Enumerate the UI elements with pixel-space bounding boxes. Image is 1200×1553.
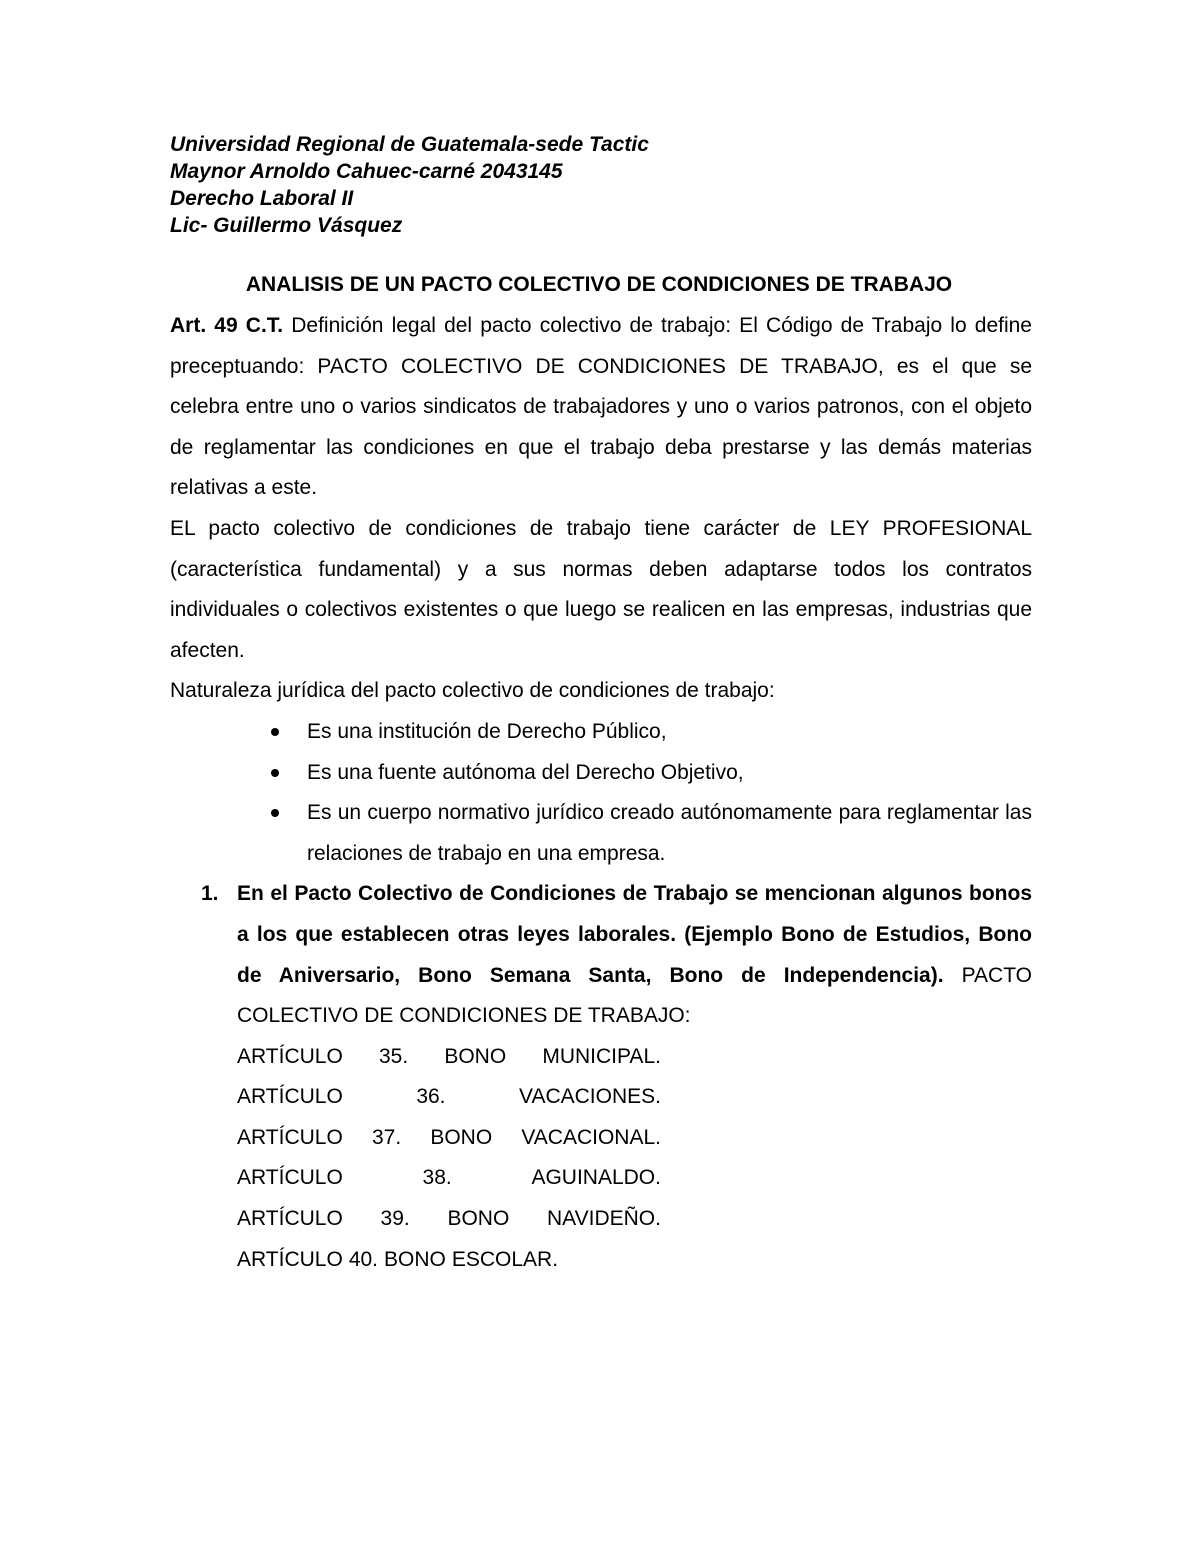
professor-line: Lic- Guillermo Vásquez [170, 214, 403, 237]
bullet-icon [271, 769, 279, 777]
document-body [170, 306, 1042, 1280]
article-row: ARTÍCULO 35. BONO MUNICIPAL. [237, 1044, 661, 1068]
course-line: Derecho Laboral II [170, 187, 354, 210]
university-line: Universidad Regional de Guatemala-sede Tactic [170, 133, 649, 156]
document-title: ANALISIS DE UN PACTO COLECTIVO DE CONDICIONES DE TRABAJO [245, 273, 953, 296]
article-row: ARTÍCULO 39. BONO NAVIDEÑO. [237, 1207, 661, 1231]
list-item: Es una institución de Derecho Público, [170, 712, 1032, 753]
article-row: ARTÍCULO 36. VACACIONES. [237, 1085, 661, 1109]
ley-profesional-paragraph: EL pacto colectivo de condiciones de trabajo tiene carácter de LEY PROFESIONAL (característica fundamental) y a sus normas deben adaptarse todos los contratos individuales o colectivos existentes o que luego se realicen en las empresas, industrias que afecten. [170, 516, 1032, 662]
article-list [237, 1037, 1032, 1281]
naturaleza-list [170, 712, 1042, 874]
document-header [170, 131, 1070, 239]
art49-paragraph [170, 306, 1032, 509]
article-row: ARTÍCULO 38. AGUINALDO. [237, 1166, 661, 1190]
art49-label: Art. 49 C.T. [170, 314, 284, 337]
article-row: ARTÍCULO 37. BONO VACACIONAL. [237, 1125, 661, 1149]
article-row: ARTÍCULO 40. BONO ESCOLAR. [237, 1247, 559, 1271]
naturaleza-heading: Naturaleza jurídica del pacto colectivo de condiciones de trabajo: [170, 679, 775, 703]
student-line: Maynor Arnoldo Cahuec-carné 2043145 [170, 160, 563, 183]
answer-intro: PACTO COLECTIVO DE CONDICIONES DE TRABAJO: [237, 963, 1032, 1028]
question-text [237, 874, 1032, 1036]
question-1 [170, 874, 1032, 1280]
bullet-icon [271, 809, 279, 817]
question-number: 1. [201, 882, 219, 906]
question-bold-text: En el Pacto Colectivo de Condiciones de Trabajo se mencionan algunos bonos a los que establecen otras leyes laborales. (Ejemplo Bono de Estudios, Bono de Aniversario, Bono Semana Santa, Bono de Independencia). [237, 882, 1032, 987]
list-item: Es una fuente autónoma del Derecho Objetivo, [170, 753, 1032, 794]
list-item: Es un cuerpo normativo jurídico creado autónomamente para reglamentar las relaciones de trabajo en una empresa. [170, 793, 1032, 874]
art49-text: Definición legal del pacto colectivo de trabajo: El Código de Trabajo lo define preceptuando: PACTO COLECTIVO DE CONDICIONES DE TRABAJO, es el que se celebra entre uno o varios sindicatos de trabajadores y uno o varios patronos, con el objeto de reglamentar las condiciones en que el trabajo deba prestarse y las demás materias relativas a este. [170, 314, 1032, 500]
bullet-icon [271, 728, 279, 736]
